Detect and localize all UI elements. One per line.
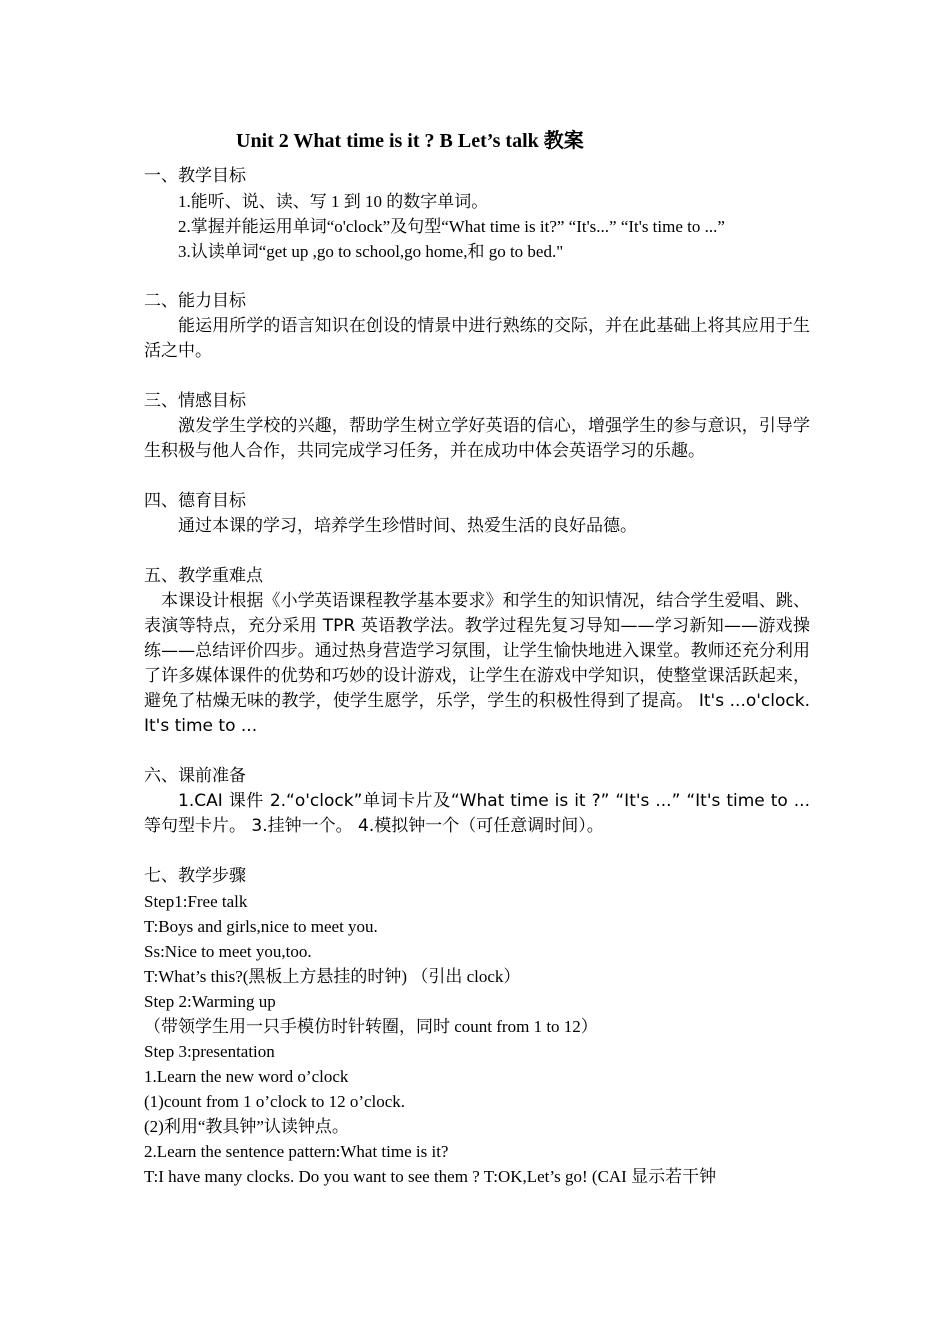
spacer (144, 464, 810, 489)
step-line: (1)count from 1 o’clock to 12 o’clock. (144, 1092, 406, 1111)
step-line: 2.Learn the sentence pattern:What time is it? (144, 1142, 449, 1161)
step-line: 1.Learn the new word o’clock (144, 1067, 349, 1086)
section-heading-teaching-steps: 七、教学步骤 (144, 866, 246, 886)
spacer (144, 839, 810, 864)
goal-item-3: 3.认读单词“get up ,go to school,go home,和 go to bed." (178, 242, 564, 261)
section-heading-teaching-goals: 一、教学目标 (144, 166, 246, 186)
emotion-goals-text: 激发学生学校的兴趣，帮助学生树立学好英语的信心，增强学生的参与意识，引导学生积极与他人合作，共同完成学习任务，并在成功中体会英语学习的乐趣。 (144, 416, 810, 461)
document-page (144, 126, 810, 1189)
moral-goals-text: 通过本课的学习，培养学生珍惜时间、热爱生活的良好品德。 (178, 516, 637, 536)
step-line: T:What’s this?(黑板上方悬挂的时钟) （引出 clock） (144, 967, 521, 986)
document-title: Unit 2 What time is it ? B Let’s talk 教案 (236, 130, 584, 152)
preparation-text: 1.CAI 课件 2.“o'clock”单词卡片及“What time is it ?” “It's ...” “It's time to ...等句型卡片。 3.挂钟一个。 4.模拟钟一个（可任意调时间）。 (144, 791, 810, 836)
step-line: （带领学生用一只手模仿时针转圈，同时 count from 1 to 12） (144, 1017, 598, 1036)
step-line: Step 2:Warming up (144, 992, 276, 1011)
spacer (144, 264, 810, 289)
goal-item-2: 2.掌握并能运用单词“o'clock”及句型“What time is it?” “It's...” “It's time to ...” (178, 217, 725, 236)
section-heading-emotion-goals: 三、情感目标 (144, 391, 246, 411)
section-heading-moral-goals: 四、德育目标 (144, 491, 246, 511)
step-line: (2)利用“教具钟”认读钟点。 (144, 1117, 349, 1136)
step-line: T:I have many clocks. Do you want to see them ? T:OK,Let’s go! (CAI 显示若干钟 (144, 1167, 717, 1186)
step-line: T:Boys and girls,nice to meet you. (144, 917, 378, 936)
spacer (144, 539, 810, 564)
key-points-text: 本课设计根据《小学英语课程教学基本要求》和学生的知识情况，结合学生爱唱、跳、表演等特点，充分采用 TPR 英语教学法。教学过程先复习导知——学习新知——游戏操练——总结评价四步。通过热身营造学习氛围，让学生愉快地进入课堂。教师还充分利用了许多媒体课件的优势和巧妙的设计游戏，让学生在游戏中学知识，使整堂课活跃起来，避免了枯燥无味的教学，使学生愿学，乐学，学生的积极性得到了提高。 It's ...o'clock. It's time to ... (144, 591, 810, 736)
section-heading-ability-goals: 二、能力目标 (144, 291, 246, 311)
step-line: Step1:Free talk (144, 892, 248, 911)
spacer (144, 364, 810, 389)
step-line: Step 3:presentation (144, 1042, 275, 1061)
section-heading-preparation: 六、课前准备 (144, 766, 246, 786)
goal-item-1: 1.能听、说、读、写 1 到 10 的数字单词。 (178, 192, 489, 211)
section-heading-key-points: 五、教学重难点 (144, 566, 263, 586)
ability-goals-text: 能运用所学的语言知识在创设的情景中进行熟练的交际，并在此基础上将其应用于生活之中。 (144, 316, 810, 361)
step-line: Ss:Nice to meet you,too. (144, 942, 312, 961)
spacer (144, 739, 810, 764)
